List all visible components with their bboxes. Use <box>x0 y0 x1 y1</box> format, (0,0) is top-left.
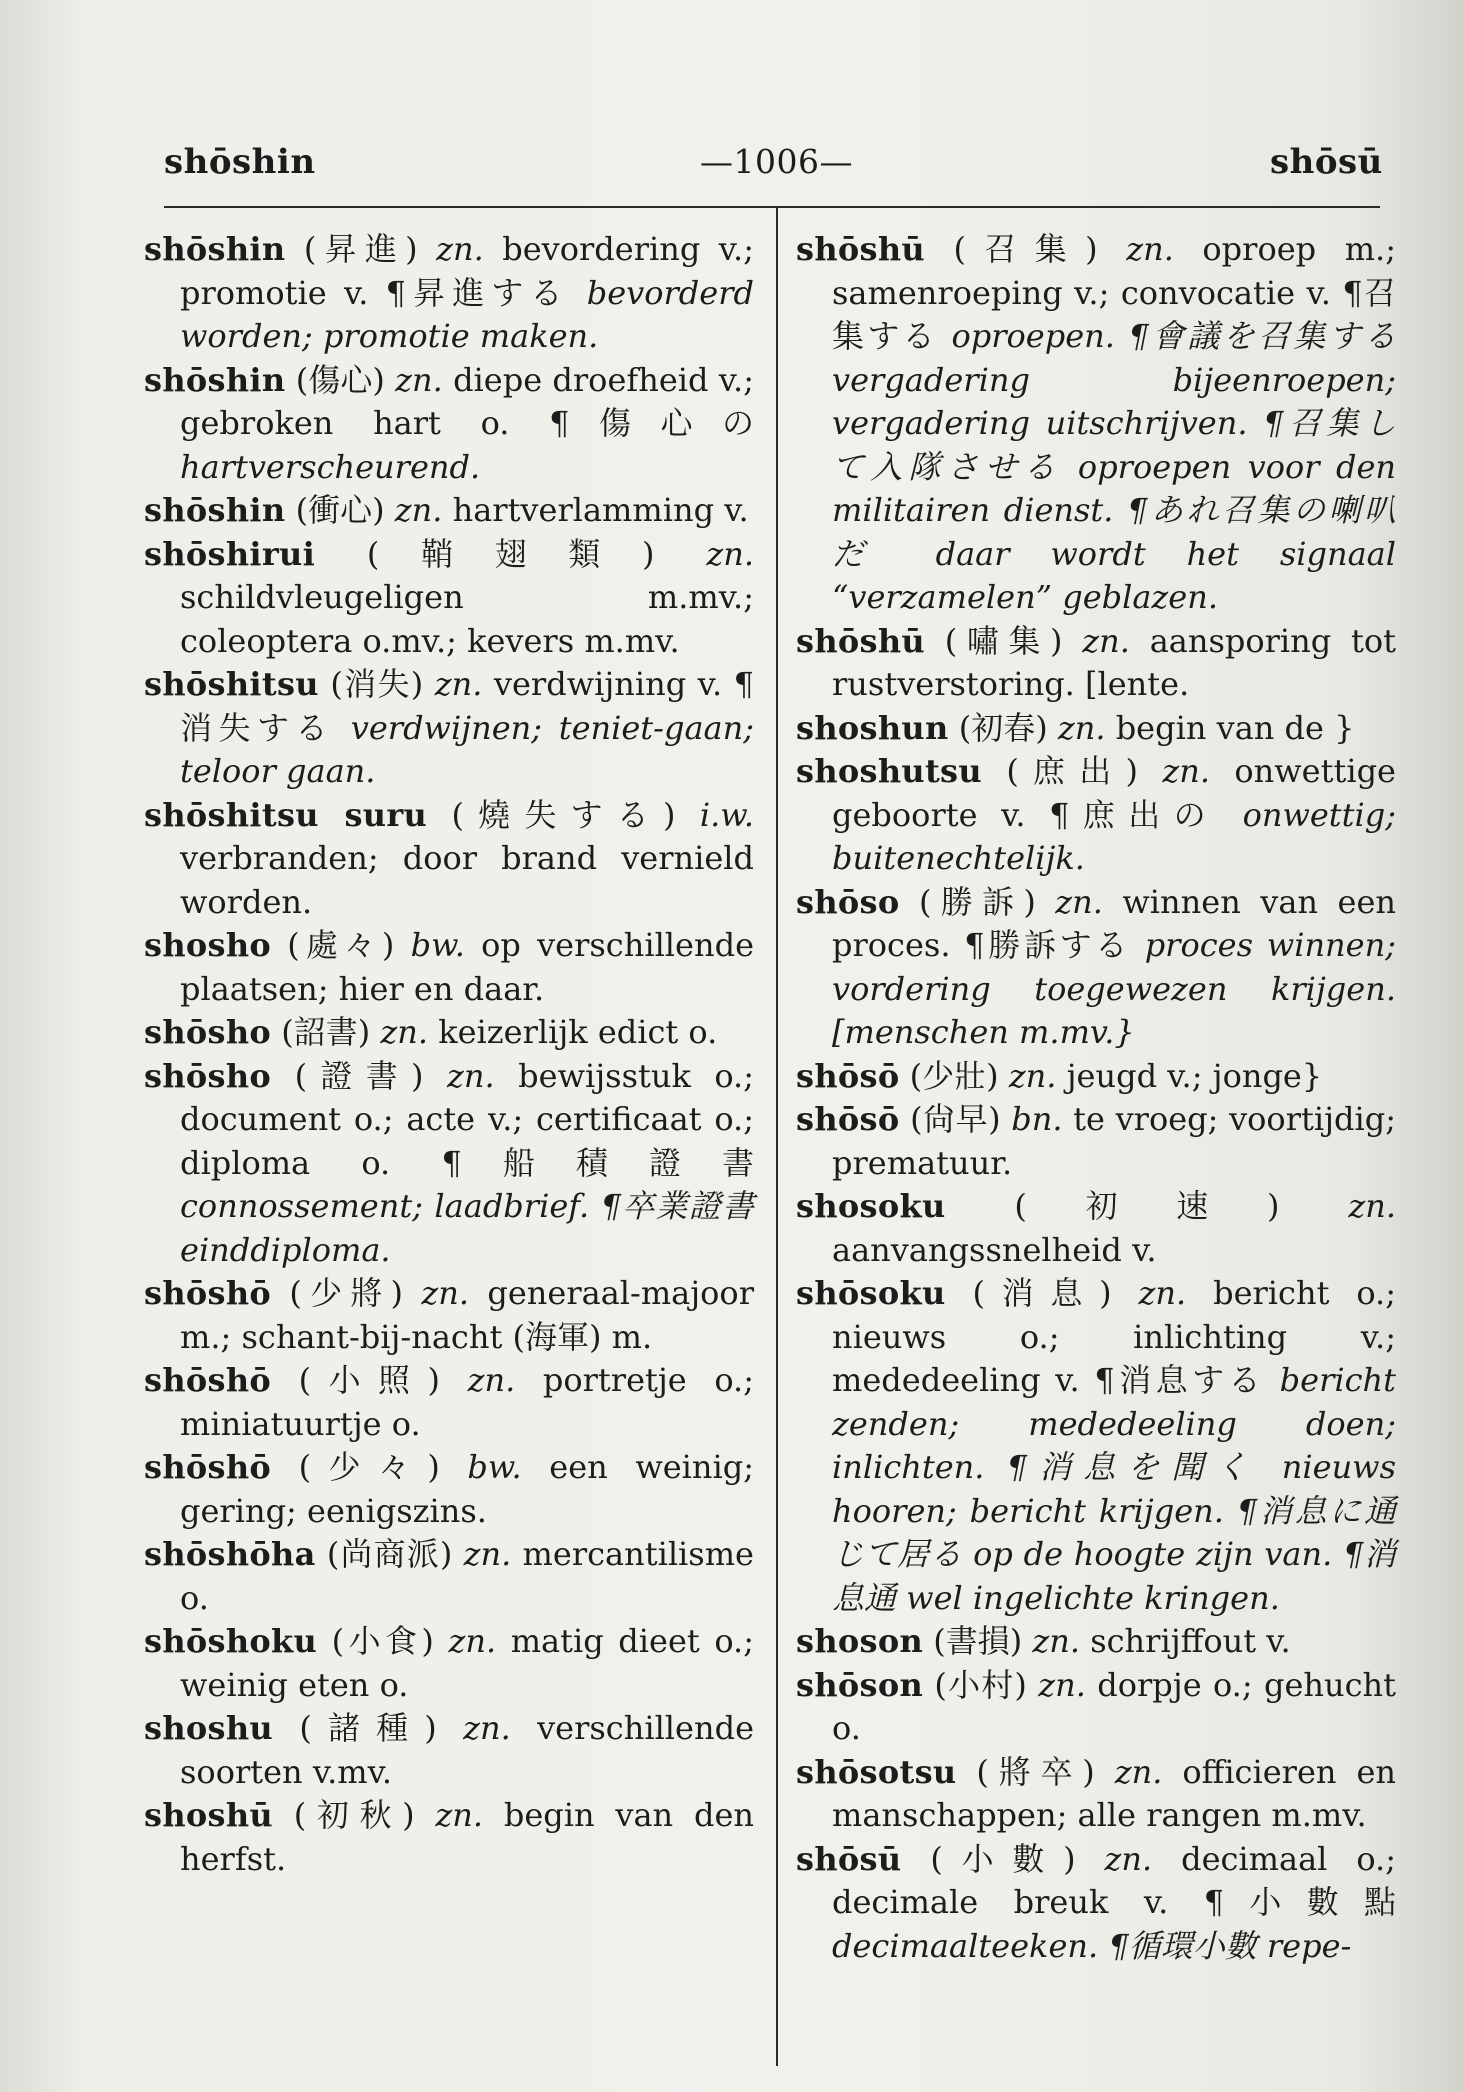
dictionary-entry <box>144 1359 754 1446</box>
part-of-speech: zn. <box>395 360 443 399</box>
part-of-speech: zn. <box>394 491 443 529</box>
headword: shōson <box>796 1665 924 1704</box>
example-phrase: proces winnen; vordering toegewezen krijgen. [menschen m.mv.} <box>832 926 1396 1051</box>
definition-text: portretje o.; miniatuurtje o. <box>180 1361 754 1443</box>
headword: shōshū <box>796 621 925 660</box>
part-of-speech: bw. <box>467 1448 522 1486</box>
headword: shōshōha <box>144 1535 316 1573</box>
headword: shoshū <box>144 1796 273 1834</box>
part-of-speech: zn. <box>436 230 484 268</box>
example-phrase: bevorderd worden; promotie maken. <box>180 273 754 355</box>
definition-text: aanvangssnelheid v. <box>832 1230 1157 1269</box>
dictionary-entry <box>796 1838 1396 1969</box>
part-of-speech: zn. <box>1038 1665 1086 1704</box>
definition-text: matig dieet o.; weinig eten o. <box>180 1622 754 1704</box>
dictionary-entry <box>144 359 754 490</box>
definition-text: bevordering v.; promotie v. ¶昇進する <box>180 230 754 312</box>
part-of-speech: zn. <box>1138 1274 1187 1312</box>
kanji-gloss: (諸種) <box>272 1709 464 1747</box>
kanji-gloss: (詔書) <box>271 1013 381 1051</box>
dictionary-entry <box>144 1011 754 1055</box>
example-phrase: connossement; laadbrief. ¶卒業證書 einddiploma. <box>180 1187 754 1269</box>
headword: shōsū <box>796 1839 902 1878</box>
example-phrase: hartverscheurend. <box>180 447 481 486</box>
definition-text: generaal-majoor m.; schant-bij-nacht (海軍) m. <box>180 1274 754 1356</box>
dictionary-entry <box>796 228 1396 620</box>
dictionary-entry <box>144 1620 754 1707</box>
part-of-speech: zn. <box>380 1013 429 1051</box>
kanji-gloss: (初秋) <box>272 1796 436 1834</box>
running-head-left: shōshin <box>164 142 316 182</box>
part-of-speech: zn. <box>1008 1056 1057 1095</box>
definition-text: winnen van een proces. ¶勝訴する <box>832 882 1396 964</box>
part-of-speech: zn. <box>434 665 483 703</box>
kanji-gloss: (燒失する) <box>427 795 700 834</box>
dictionary-entry <box>796 750 1396 881</box>
kanji-gloss: (初春) <box>948 708 1058 747</box>
headword: shōsō <box>796 1100 900 1138</box>
definition-text: op verschillende plaatsen; hier en daar. <box>180 926 754 1008</box>
kanji-gloss: (小照) <box>271 1361 468 1399</box>
part-of-speech: zn. <box>463 1535 512 1573</box>
part-of-speech: zn. <box>1162 752 1211 790</box>
headword: shosoku <box>796 1187 946 1225</box>
kanji-gloss: (少將) <box>271 1274 422 1312</box>
definition-text: diepe droefheid v.; gebroken hart o. ¶傷心の <box>180 360 754 442</box>
dictionary-entry <box>796 1055 1396 1099</box>
definition-text: mercantilisme o. <box>180 1535 754 1617</box>
headword: shōshin <box>144 230 286 268</box>
right-column <box>796 228 1396 1968</box>
headword: shoson <box>796 1622 924 1660</box>
example-phrase: oproepen. ¶會議を召集する vergadering bijeenroepen; vergadering uitschrijven. ¶召集して入隊させる oproepen voor den militairen dienst. ¶あれ召集の喇叭だ daar wordt het signaal “verzamelen” geblazen. <box>832 317 1396 616</box>
dictionary-entry <box>144 1272 754 1359</box>
headword: shōsho <box>144 1056 272 1095</box>
kanji-gloss: (少壯) <box>899 1056 1009 1095</box>
kanji-gloss: (衝心) <box>285 491 395 529</box>
part-of-speech: i.w. <box>699 795 754 834</box>
kanji-gloss: (小村) <box>923 1665 1039 1704</box>
definition-text: begin van de } <box>1105 708 1355 747</box>
headword: shōshō <box>144 1274 272 1312</box>
headword: shōshō <box>144 1361 272 1399</box>
headword: shosho <box>144 926 272 964</box>
kanji-gloss: (初速) <box>945 1187 1349 1225</box>
definition-text: dorpje o.; gehucht o. <box>832 1665 1396 1747</box>
header-rule <box>164 206 1380 208</box>
definition-text: bericht o.; nieuws o.; inlichting v.; mededeeling v. ¶消息する <box>832 1274 1396 1399</box>
definition-text: te vroeg; voortijdig; prematuur. <box>832 1100 1396 1182</box>
headword: shōshitsu suru <box>144 795 428 834</box>
part-of-speech: zn. <box>467 1361 516 1399</box>
dictionary-entry <box>144 228 754 359</box>
example-phrase: bericht zenden; mededeeling doen; inlichten. ¶消息を聞く nieuws hooren; bericht krijgen. ¶消息に通じて居る op de hoogte zijn van. ¶消息通 wel ingelichte kringen. <box>832 1361 1396 1617</box>
dictionary-entry <box>796 1272 1396 1620</box>
dictionary-entry <box>144 1055 754 1273</box>
part-of-speech: zn. <box>448 1622 497 1660</box>
headword: shoshu <box>144 1709 273 1747</box>
part-of-speech: zn. <box>1348 1187 1396 1225</box>
dictionary-entry <box>796 707 1396 751</box>
kanji-gloss: (勝訴) <box>899 882 1056 921</box>
column-divider <box>776 206 778 2066</box>
dictionary-entry <box>796 1620 1396 1664</box>
kanji-gloss: (消失) <box>318 665 435 703</box>
definition-text: verschillende soorten v.mv. <box>180 1709 754 1791</box>
dictionary-entry <box>796 1098 1396 1185</box>
dictionary-entry <box>796 1185 1396 1272</box>
part-of-speech: zn. <box>706 534 754 573</box>
headword: shōshitsu <box>144 665 319 703</box>
example-phrase: onwettig; buitenechtelijk. <box>832 795 1396 877</box>
definition-text: schrijffout v. <box>1080 1622 1291 1660</box>
headword: shōshin <box>144 360 286 399</box>
part-of-speech: zn. <box>1057 708 1106 747</box>
headword: shōsoku <box>796 1274 946 1312</box>
part-of-speech: zn. <box>1114 1752 1163 1791</box>
dictionary-entry <box>144 1533 754 1620</box>
headword: shōsotsu <box>796 1752 957 1791</box>
running-head-right: shōsū <box>1270 142 1383 182</box>
headword: shōsho <box>144 1013 272 1051</box>
definition-text: verbranden; door brand vernield worden. <box>180 839 754 921</box>
kanji-gloss: (鞘翅類) <box>315 534 707 573</box>
part-of-speech: zn. <box>1055 882 1103 921</box>
dictionary-entry <box>144 794 754 925</box>
left-column <box>144 228 754 1881</box>
kanji-gloss: (小食) <box>317 1622 449 1660</box>
page-number: —1006— <box>700 142 853 181</box>
definition-text: een weinig; gering; eenigszins. <box>180 1448 754 1530</box>
kanji-gloss: (將卒) <box>956 1752 1115 1791</box>
part-of-speech: zn. <box>1126 230 1174 268</box>
definition-text: schildvleugeligen m.mv.; coleoptera o.mv.; kevers m.mv. <box>180 578 754 660</box>
headword: shōshū <box>796 230 925 268</box>
dictionary-entry <box>144 1794 754 1881</box>
part-of-speech: bn. <box>1011 1100 1063 1138</box>
kanji-gloss: (證書) <box>271 1056 448 1095</box>
part-of-speech: zn. <box>1032 1622 1081 1660</box>
part-of-speech: zn. <box>447 1056 495 1095</box>
definition-text: aansporing tot rustverstoring. [lente. <box>832 621 1396 703</box>
headword: shōsō <box>796 1056 900 1095</box>
kanji-gloss: (嘯集) <box>924 621 1083 660</box>
part-of-speech: zn. <box>435 1796 484 1834</box>
definition-text: decimaal o.; decimale breuk v. ¶小數點 <box>832 1839 1396 1921</box>
part-of-speech: zn. <box>421 1274 469 1312</box>
example-phrase: decimaalteeken. ¶循環小數 repe- <box>832 1926 1352 1965</box>
part-of-speech: bw. <box>410 926 465 964</box>
kanji-gloss: (小數) <box>901 1839 1105 1878</box>
headword: shōshō <box>144 1448 272 1486</box>
kanji-gloss: (召集) <box>924 230 1127 268</box>
dictionary-entry <box>796 881 1396 1055</box>
kanji-gloss: (傷心) <box>285 360 396 399</box>
kanji-gloss: (尚商派) <box>315 1535 464 1573</box>
headword: shōshirui <box>144 534 316 573</box>
definition-text: verdwijning v. ¶消失する <box>180 665 754 747</box>
part-of-speech: zn. <box>1082 621 1130 660</box>
definition-text: bewijsstuk o.; document o.; acte v.; certificaat o.; diploma o. ¶船積證書 <box>180 1056 754 1182</box>
headword: shōshoku <box>144 1622 318 1660</box>
headword: shōso <box>796 882 900 921</box>
kanji-gloss: (尙早) <box>899 1100 1012 1138</box>
dictionary-entry <box>144 1446 754 1533</box>
dictionary-entry <box>144 663 754 794</box>
kanji-gloss: (庶出) <box>981 752 1163 790</box>
kanji-gloss: (書損) <box>923 1622 1033 1660</box>
kanji-gloss: (處々) <box>271 926 411 964</box>
headword: shoshutsu <box>796 752 982 790</box>
dictionary-entry <box>144 533 754 664</box>
headword: shoshun <box>796 708 949 747</box>
definition-text: oproep m.; samenroeping v.; convocatie v. ¶召集する <box>832 230 1396 355</box>
dictionary-entry <box>144 489 754 533</box>
kanji-gloss: (少々) <box>271 1448 468 1486</box>
definition-text: hartverlamming v. <box>442 491 749 529</box>
definition-text: onwettige geboorte v. ¶庶出の <box>832 752 1396 834</box>
definition-text: officieren en manschappen; alle rangen m.mv. <box>832 1752 1396 1834</box>
dictionary-entry <box>144 1707 754 1794</box>
dictionary-entry <box>796 620 1396 707</box>
headword: shōshin <box>144 491 286 529</box>
definition-text: keizerlijk edict o. <box>428 1013 718 1051</box>
definition-text: begin van den herfst. <box>180 1796 754 1878</box>
dictionary-entry <box>144 924 754 1011</box>
example-phrase: verdwijnen; teniet-gaan; teloor gaan. <box>180 708 754 790</box>
kanji-gloss: (昇進) <box>285 230 437 268</box>
dictionary-entry <box>796 1751 1396 1838</box>
part-of-speech: zn. <box>463 1709 511 1747</box>
kanji-gloss: (消息) <box>945 1274 1139 1312</box>
dictionary-entry <box>796 1664 1396 1751</box>
definition-text: jeugd v.; jonge} <box>1056 1056 1323 1095</box>
part-of-speech: zn. <box>1104 1839 1153 1878</box>
